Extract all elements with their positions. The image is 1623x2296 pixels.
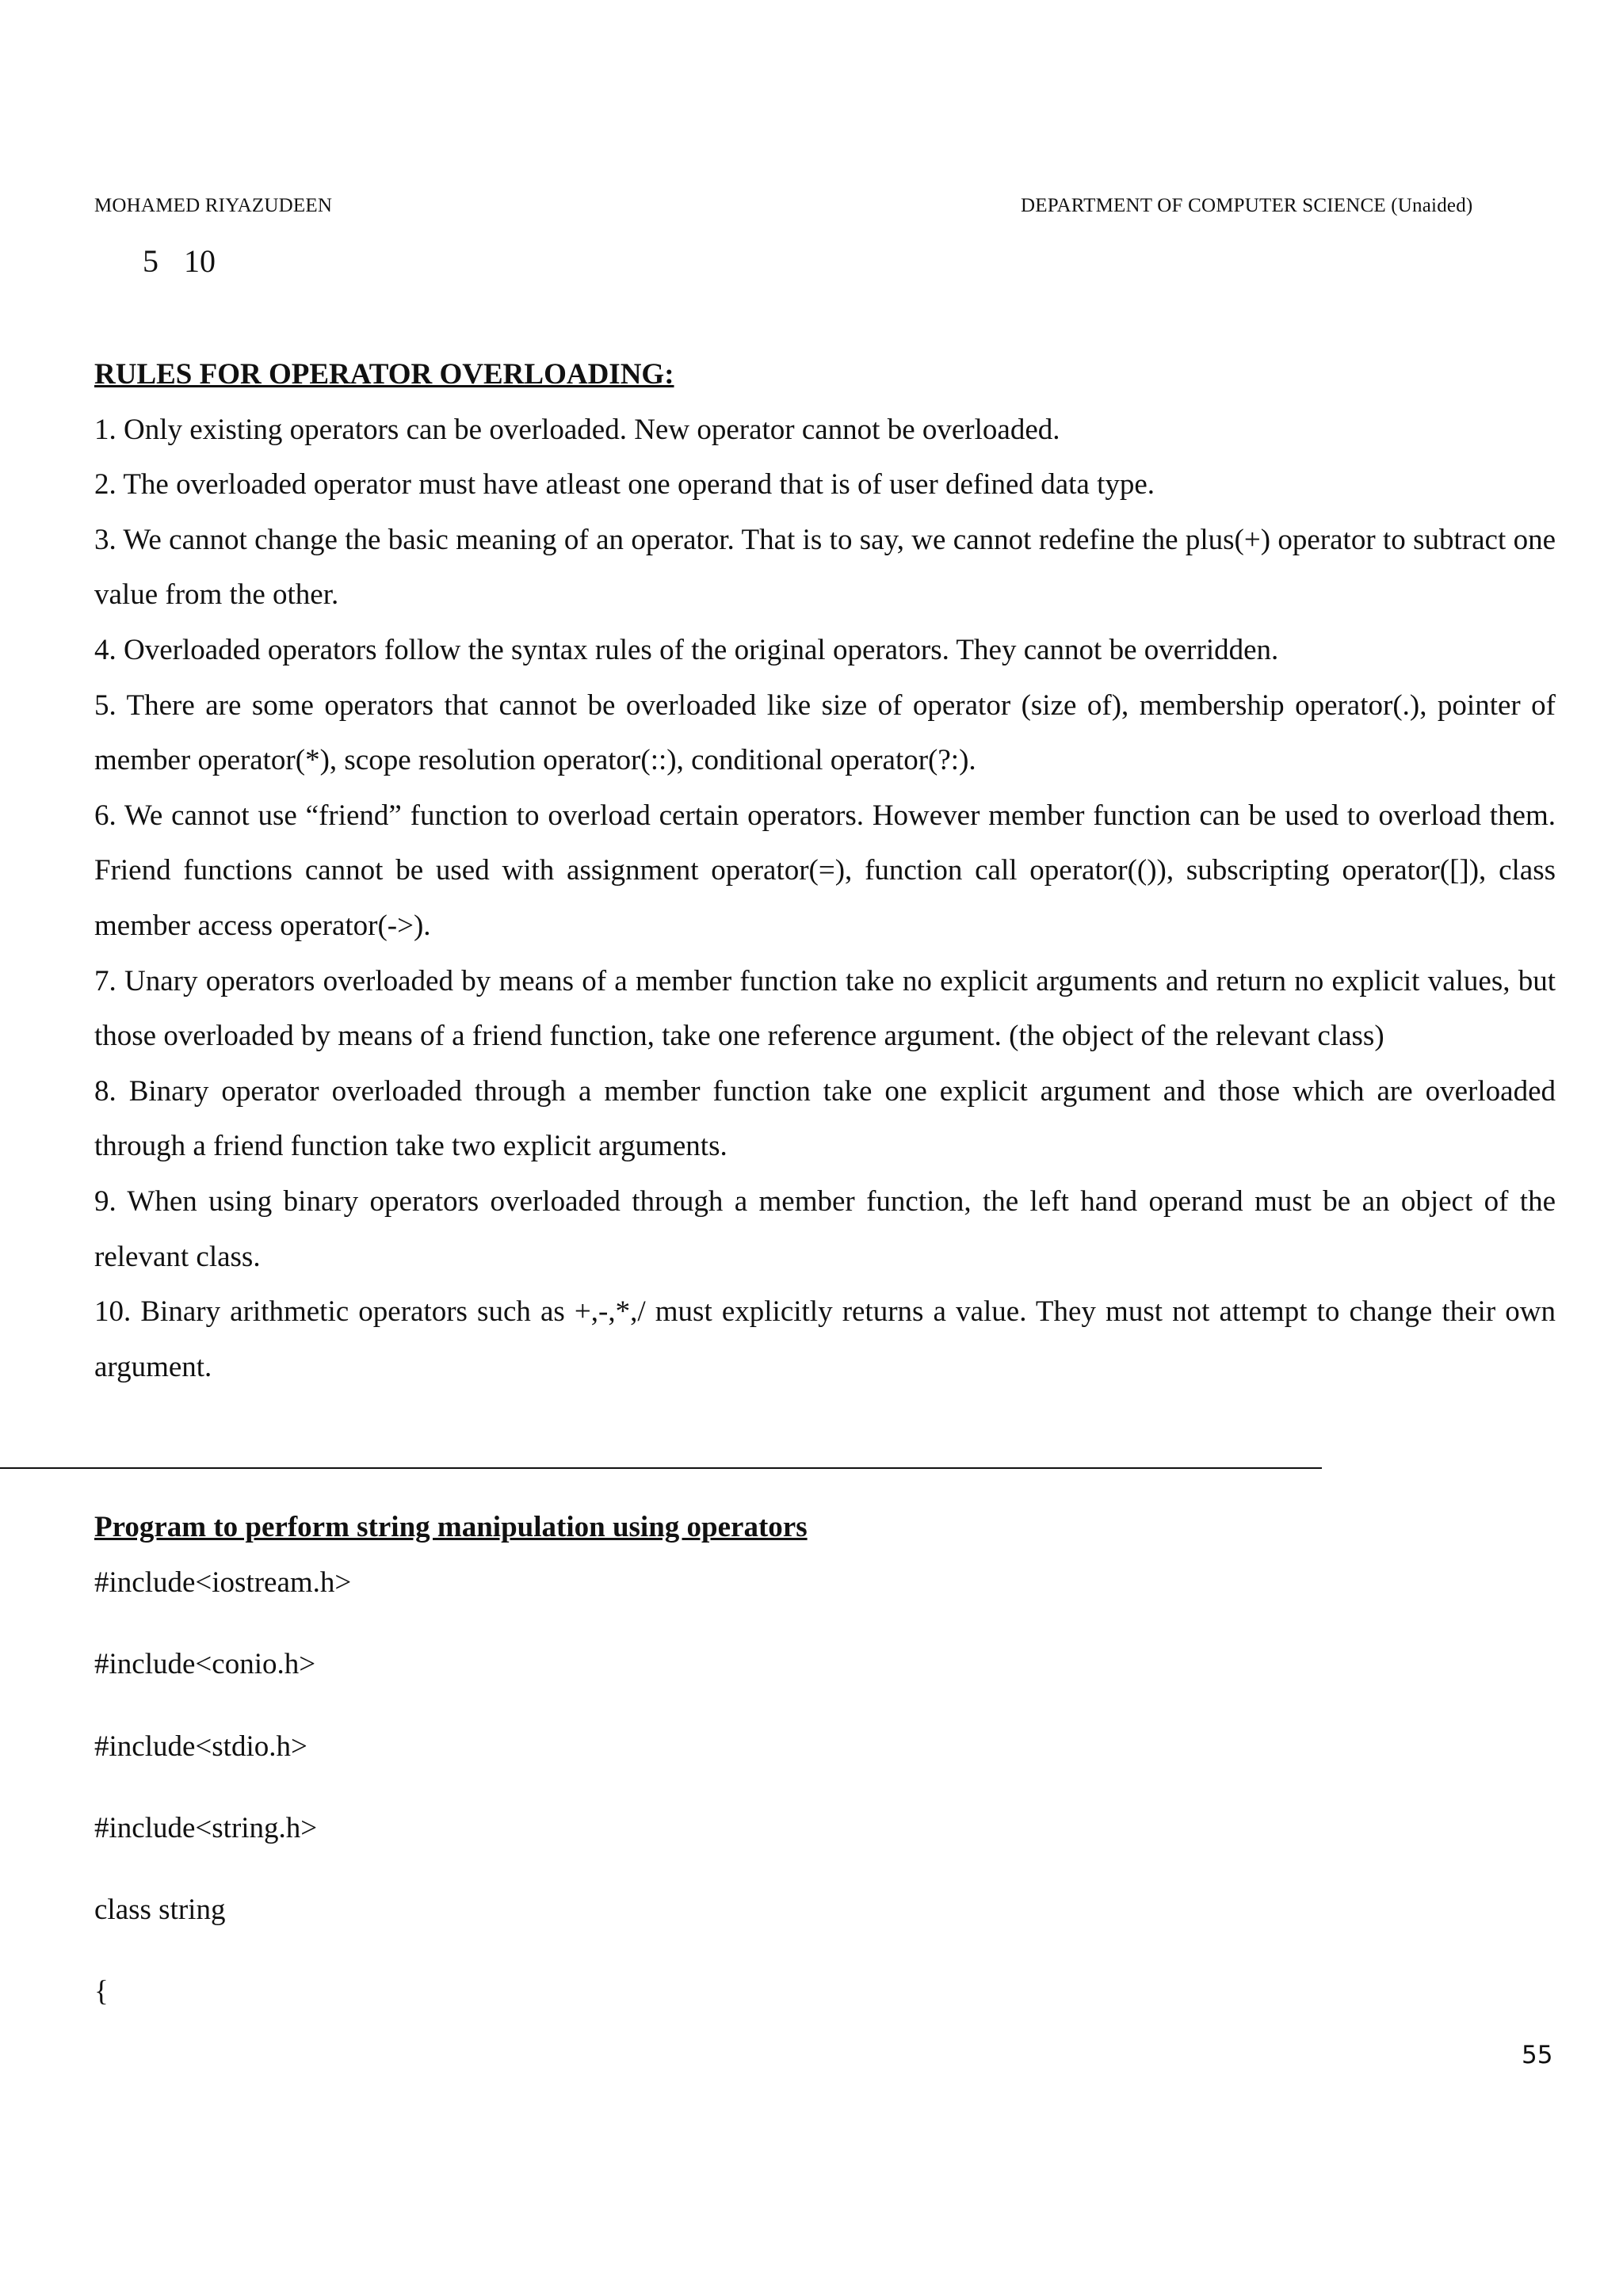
output-value: 10 [184,243,216,279]
code-line: #include<string.h> [94,1811,318,1844]
rule-item: 9. When using binary operators overloaded through a member function, the left hand operand must be an object of the relevant class. [94,1184,1556,1273]
code-line: #include<stdio.h> [94,1730,307,1763]
rules-section [94,347,1556,1394]
header-author: MOHAMED RIYAZUDEEN [94,195,333,216]
rule-item: 8. Binary operator overloaded through a member function take one explicit argument and those which are overloaded through a friend function take two explicit arguments. [94,1074,1556,1163]
output-value: 5 [143,243,158,279]
rule-item: 2. The overloaded operator must have atleast one operand that is of user defined data type. [94,468,1155,502]
code-line: #include<conio.h> [94,1648,316,1681]
program-output [143,242,233,280]
rule-item: 3. We cannot change the basic meaning of an operator. That is to say, we cannot redefine the plus(+) operator to subtract one value from the other. [94,523,1556,612]
code-line: class string [94,1894,226,1927]
page-number: 55 [1522,2041,1553,2069]
rule-item: 6. We cannot use “friend” function to overload certain operators. However member function can be used to overload them. Friend functions cannot be used with assignment operator(=), function call operator(()), subscripting operator([]), class member access operator(->). [94,799,1556,942]
code-line: #include<iostream.h> [94,1566,352,1599]
rules-heading: RULES FOR OPERATOR OVERLOADING: [94,358,674,391]
section-divider [0,1467,1322,1469]
program-heading: Program to perform string manipulation using operators [94,1511,808,1543]
header-department: DEPARTMENT OF COMPUTER SCIENCE (Unaided) [1021,195,1473,216]
rule-item: 7. Unary operators overloaded by means of a member function take no explicit arguments and return no explicit values, but those overloaded by means of a friend function, take one reference argument. (the object of the relevant class) [94,964,1556,1053]
rule-item: 1. Only existing operators can be overloaded. New operator cannot be overloaded. [94,413,1060,446]
rule-item: 10. Binary arithmetic operators such as +,-,*,/ must explicitly returns a value. They must not attempt to change their own argument. [94,1295,1556,1383]
code-line: { [94,1975,109,2008]
rule-item: 5. There are some operators that cannot be overloaded like size of operator (size of), membership operator(.), pointer of member operator(*), scope resolution operator(::), conditional operator(?:). [94,688,1556,777]
code-listing [94,1562,351,2054]
rule-item: 4. Overloaded operators follow the syntax rules of the original operators. They cannot be overridden. [94,633,1279,666]
